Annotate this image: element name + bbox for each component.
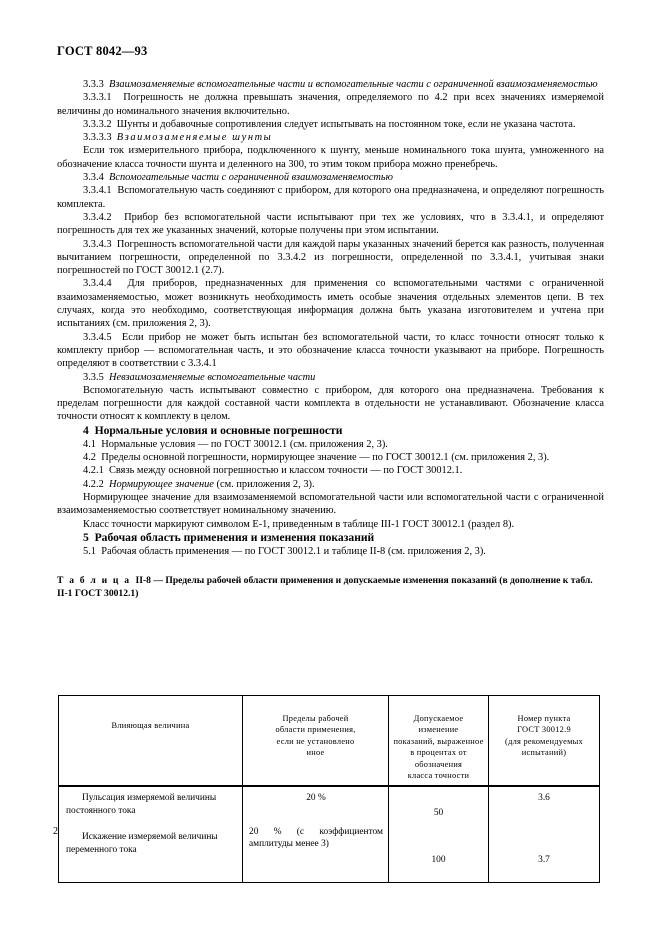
clause-3-3-4-2: [57, 211, 604, 238]
clause-number: 3.3.4.1: [83, 185, 112, 197]
clause-value-1: 3.6: [538, 793, 550, 804]
table-caption: [57, 575, 604, 600]
clause-3-3-3-3-body: [57, 144, 604, 171]
section-number: 5: [83, 530, 89, 544]
clause-text: Взаимозаменяемые шунты: [116, 132, 273, 144]
table-caption-text: — Пределы рабочей области применения и допускаемые изменения показаний (в дополнение к табл. II-1 ГОСТ 30012.1): [57, 575, 593, 599]
header-text: [489, 696, 599, 763]
cell-change: [389, 786, 489, 883]
header-line: Номер пункта: [517, 714, 571, 723]
clause-lead: Нормирующее значение: [108, 478, 214, 490]
clause-4-2-2: [57, 478, 604, 491]
clause-3-3-4: [57, 171, 604, 184]
clause-text: Для приборов, предназначенных для применения со вспомогательными частями с ограниченной взаимозаменяемостью, может возникнуть необходимость иметь особые значения отдельных элементов цепи. В тех случаях, когда это необходимо, соответствующая информация должна быть указана изготовителем и учтена при испытаниях (см. приложения 2, 3).: [57, 278, 604, 330]
clause-3-3-4-1: [57, 184, 604, 211]
clause-4-2-2-body-1: [57, 491, 604, 518]
clause-number: 4.2.2: [83, 478, 104, 490]
clause-text: Взаимозаменяемые вспомогательные части и вспомогательные части с ограниченной взаимозаменяемостью: [108, 79, 598, 90]
clause-number: 3.3.4: [83, 172, 104, 184]
header-line: (для рекомендуемых: [505, 736, 583, 746]
section-number: 4: [83, 423, 89, 437]
change-value-2: 100: [431, 854, 446, 865]
clause-number: 3.3.4.2: [83, 211, 112, 223]
row-label-1: [59, 787, 242, 817]
clause-number: 3.3.3.3: [83, 132, 112, 144]
table-body: [59, 786, 600, 883]
clause-3-3-3: [57, 78, 604, 91]
section-title: Нормальные условия и основные погрешности: [94, 423, 343, 437]
limits-block: [243, 787, 388, 850]
clause-text: Если прибор не может быть испытан без вспомогательной части, то класс точности относят только к комплекту прибор — вспомогательная часть, и это обозначение класса точности указывают на приборе. Погрешность определяют в соответствии с 3.3.4.1: [57, 331, 604, 370]
header-line: если не установлено: [276, 736, 355, 746]
header-line: области применения,: [275, 725, 356, 735]
header-line: ГОСТ 30012.9: [517, 725, 571, 735]
clause-text: Связь между основной погрешностью и классом точности — по ГОСТ 30012.1.: [108, 465, 463, 477]
clause-number: 3.3.4.5: [83, 331, 112, 343]
row-label-2: [59, 826, 242, 856]
header-text: [243, 696, 388, 763]
clause-number: 3.3.4.3: [83, 238, 112, 250]
section-heading-4: [57, 424, 604, 438]
clause-3-3-3-3-title: [57, 131, 604, 144]
header-line: испытаний): [521, 748, 567, 758]
table-ii-8-wrapper: [58, 695, 599, 883]
clause-number: 4.2: [83, 452, 96, 464]
clause-4-2: [57, 451, 604, 464]
header-text: [389, 696, 488, 785]
cell-content: [59, 787, 242, 862]
clause-text: Погрешность не должна превышать значения, определяемого по 4.2 при всех значениях измеряемой величины до номинального значения включительно.: [57, 92, 604, 117]
clause-text: Нормирующее значение для взаимозаменяемой вспомогательной части или вспомогательной части с ограниченной взаимозаменяемостью соответствует номинальному значению.: [57, 491, 604, 517]
clause-3-3-4-4: [57, 277, 604, 330]
header-line: в процентах от обозначения: [410, 748, 467, 769]
clause-text: Пределы основной погрешности, нормирующее значение — по ГОСТ 30012.1 (см. приложения 2, 3).: [101, 452, 550, 464]
clause-4-1: [57, 438, 604, 451]
clause-text: Невзаимозаменяемые вспомогательные части: [108, 371, 316, 383]
clause-4-2-2-body-2: [57, 518, 604, 531]
header-line: Допускаемое изменение: [413, 714, 464, 735]
table-header-limits: [243, 696, 389, 787]
clause-text: Вспомогательную часть соединяют с прибором, для которого она предназначена, и определяют погрешность комплекта.: [57, 185, 605, 210]
clause-3-3-3-2: [57, 118, 604, 131]
clause-number: 5.1: [83, 545, 96, 557]
clause-number: 3.3.3: [83, 79, 104, 90]
cell-content: [489, 792, 599, 867]
section-title: Рабочая область применения и изменения показаний: [94, 530, 375, 544]
table-ii-8: [58, 695, 600, 883]
clause-number: 4.1: [83, 438, 96, 450]
limits-value-1: 20 %: [306, 793, 326, 804]
clause-3-3-5: [57, 371, 604, 384]
limits-value-2: 20 % (с коэффициентом амплитуды менее 3): [249, 826, 383, 850]
table-header-clause: [489, 696, 600, 787]
row-label-text: Пульсация измеряемой величины постоянного тока: [66, 793, 217, 816]
clause-number: 4.2.1: [83, 465, 104, 477]
table-head: [59, 696, 600, 787]
cell-content: [243, 787, 388, 862]
clause-number: 3.3.5: [83, 371, 104, 383]
section-heading-5: [57, 531, 604, 545]
cell-content: [389, 807, 488, 882]
row-label-text: Искажение измеряемой величины переменного тока: [66, 832, 218, 855]
cell-influence: [59, 786, 243, 883]
document-standard-header: ГОСТ 8042—93: [57, 44, 148, 58]
header-line: класса точности: [407, 771, 470, 781]
cell-clause: [489, 786, 600, 883]
clause-3-3-5-body: [57, 384, 604, 424]
clause-number: 3.3.3.1: [83, 92, 112, 104]
clause-text: Рабочая область применения — по ГОСТ 30012.1 и таблице II-8 (см. приложения 2, 3).: [101, 545, 486, 557]
table-header-influence: [59, 696, 243, 787]
clause-text: Прибор без вспомогательной части испытывают при тех же условиях, что в 3.3.4.1, и определяют погрешность для тех же указанных значений, которые получены при этом испытании.: [57, 211, 604, 237]
header-text: Влияющая величина: [111, 721, 190, 730]
clause-text: Если ток измерительного прибора, подключенного к шунту, меньше номинального тока шунта, умноженного на обозначение класса точности шунта и деленного на 300, то этим током прибора можно пренебречь.: [57, 145, 604, 170]
clause-4-2-1: [57, 464, 604, 477]
clause-text: Шунты и добавочные сопротивления следует испытывать на постоянном токе, если не указана частота.: [116, 118, 576, 130]
table-row: [59, 786, 600, 883]
table-caption-number: II-8: [135, 575, 151, 587]
header-line: Пределы рабочей: [282, 714, 349, 723]
clause-number: 3.3.3.2: [83, 118, 112, 130]
clause-text: Вспомогательную часть испытывают совместно с прибором, для которого она предназначена. Требования к пределам погрешности для каждой составной части комплекта в отдельности не устанавливают. Обозначение класса точности относят к комплекту в целом.: [57, 384, 604, 423]
clause-3-3-3-1: [57, 91, 604, 118]
document-body: [57, 78, 604, 600]
clause-text: Нормальные условия — по ГОСТ 30012.1 (см. приложения 2, 3).: [101, 438, 388, 450]
clause-text: (см. приложения 2, 3).: [213, 478, 315, 490]
clause-3-3-4-5: [57, 331, 604, 371]
change-value-1: 50: [433, 808, 444, 819]
page-number: 2: [53, 826, 58, 837]
table-header-row: [59, 696, 600, 787]
table-caption-prefix: Т а б л и ц а: [57, 575, 131, 587]
header-line: иное: [306, 748, 325, 758]
clause-text: Вспомогательные части с ограниченной взаимозаменяемостью: [108, 172, 393, 184]
cell-limits: [243, 786, 389, 883]
clause-text: Погрешность вспомогательной части для каждой пары указанных значений берется как разность, полученная вычитанием погрешности, определенной по 3.3.4.2 из погрешности, определенной по 3.3.4.1, учитывая знаки погрешностей по ГОСТ 30012.1 (2.7).: [57, 238, 604, 277]
header-line: показаний, выраженное: [393, 736, 484, 746]
clause-3-3-4-3: [57, 238, 604, 278]
table-header-change: [389, 696, 489, 787]
clause-5-1: [57, 545, 604, 558]
clause-text: Класс точности маркируют символом Е-1, приведенным в таблице III-1 ГОСТ 30012.1 (раздел 8).: [83, 518, 515, 530]
clause-number: 3.3.4.4: [83, 278, 112, 290]
clause-value-2: 3.7: [538, 854, 550, 865]
